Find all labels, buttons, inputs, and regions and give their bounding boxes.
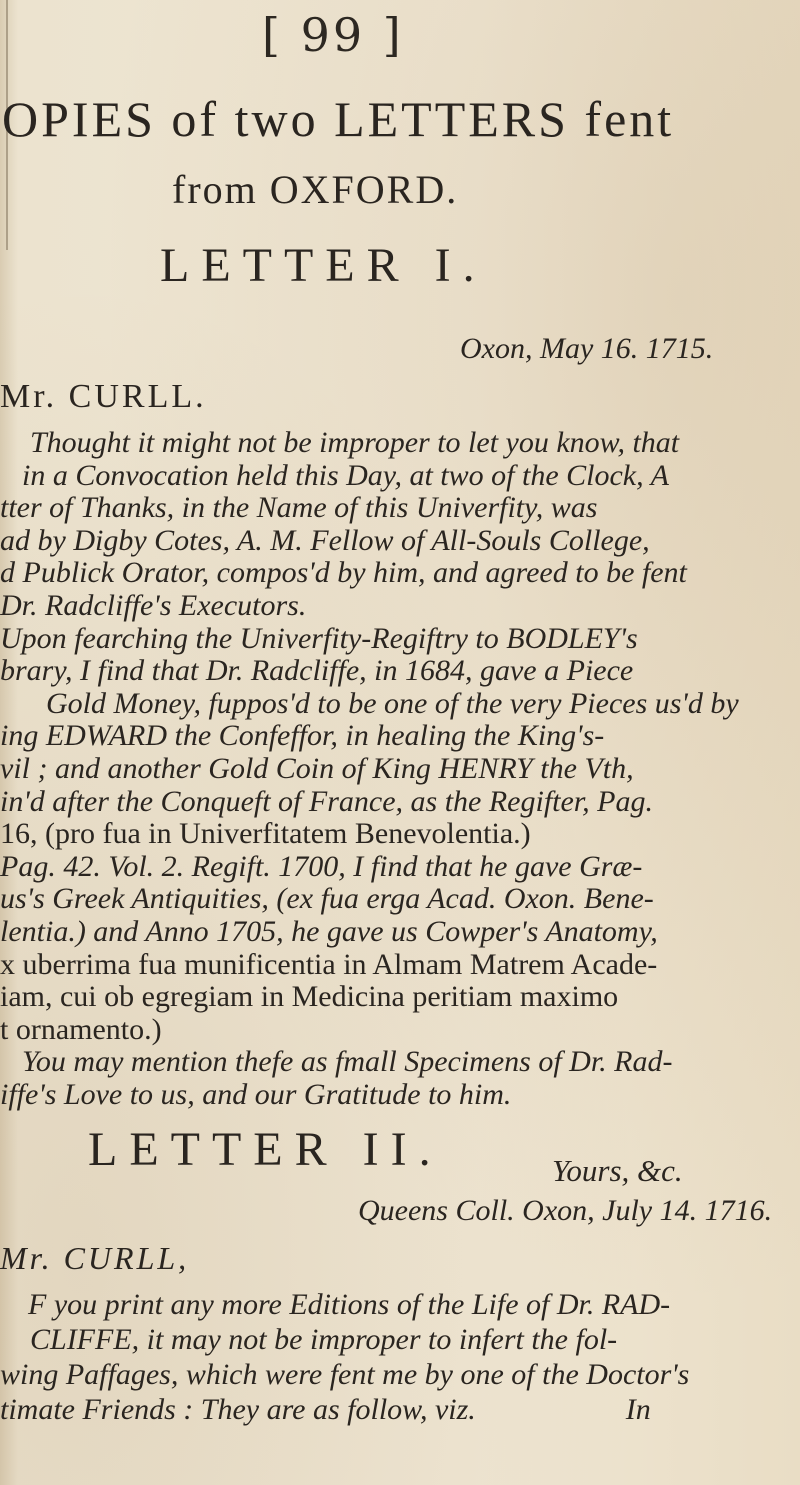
letter-2-line: F you print any more Editions of the Life of Dr. RAD- <box>28 1288 671 1321</box>
letter-1-line: us's Greek Antiquities, (ex fua erga Acad. Oxon. Bene- <box>0 882 654 916</box>
section-title-line-2: from OXFORD. <box>172 167 459 212</box>
letter-2-line: wing Paffages, which were fent me by one of the Doctor's <box>0 1358 690 1391</box>
letter-1-line: d Publick Orator, compos'd by him, and agreed to be fent <box>0 556 687 590</box>
letter-1-line: brary, I find that Dr. Radcliffe, in 1684, gave a Piece <box>0 654 634 688</box>
letter-1-salutation: Mr. CURLL. <box>0 378 207 415</box>
letter-1-line: vil ; and another Gold Coin of King HENRY the Vth, <box>0 752 634 785</box>
letter-1-signoff: Yours, &c. <box>552 1152 683 1188</box>
letter-1-line: iffe's Love to us, and our Gratitude to him. <box>0 1078 512 1111</box>
letter-1-line: Dr. Radcliffe's Executors. <box>0 589 307 622</box>
letter-1-line: lentia.) and Anno 1705, he gave us Cowper's Anatomy, <box>0 915 658 948</box>
letter-1-line: tter of Thanks, in the Name of this Univerfity, was <box>0 491 598 525</box>
letter-2-dateline: Queens Coll. Oxon, July 14. 1716. <box>358 1194 773 1227</box>
page-number: [ 99 ] <box>262 8 404 62</box>
letter-1-line: Gold Money, fuppos'd to be one of the very Pieces us'd by <box>46 686 739 720</box>
letter-2-line: timate Friends : They are as follow, viz. In <box>0 1393 651 1426</box>
letter-1-line: Thought it might not be improper to let you know, that <box>30 426 680 459</box>
letter-1-heading: LETTER I. <box>160 239 487 292</box>
letter-1-line: iam, cui ob egregiam in Medicina peritiam maximo <box>0 980 619 1014</box>
letter-1-line: Upon fearching the Univerfity-Regiftry to BODLEY's <box>0 621 638 655</box>
letter-1-line: in a Convocation held this Day, at two of the Clock, A <box>22 458 669 492</box>
letter-1-line: x uberrima fua munificentia in Almam Matrem Acade- <box>0 947 658 981</box>
letter-2-heading: LETTER II. <box>88 1123 443 1176</box>
letter-1-line: ing EDWARD the Confeffor, in healing the King's- <box>0 719 605 753</box>
letter-1-line: ad by Digby Cotes, A. M. Fellow of All-Souls College, <box>0 523 650 557</box>
letter-1-line: in'd after the Conqueft of France, as the Regifter, Pag. <box>0 784 653 818</box>
letter-1-line: 16, (pro fua in Univerfitatem Benevolentia.) <box>0 817 531 851</box>
section-title-line-1: OPIES of two LETTERS fent <box>2 91 675 147</box>
letter-1-dateline: Oxon, May 16. 1715. <box>460 332 714 365</box>
letter-2-line: CLIFFE, it may not be improper to infert the fol- <box>30 1323 618 1356</box>
letter-1-line: t ornamento.) <box>0 1012 162 1046</box>
letter-1-line: Pag. 42. Vol. 2. Regift. 1700, I find that he gave Græ- <box>0 849 643 883</box>
letter-2-salutation: Mr. CURLL, <box>0 1240 190 1276</box>
letter-1-line: You may mention thefe as fmall Specimens of Dr. Rad- <box>22 1045 673 1079</box>
